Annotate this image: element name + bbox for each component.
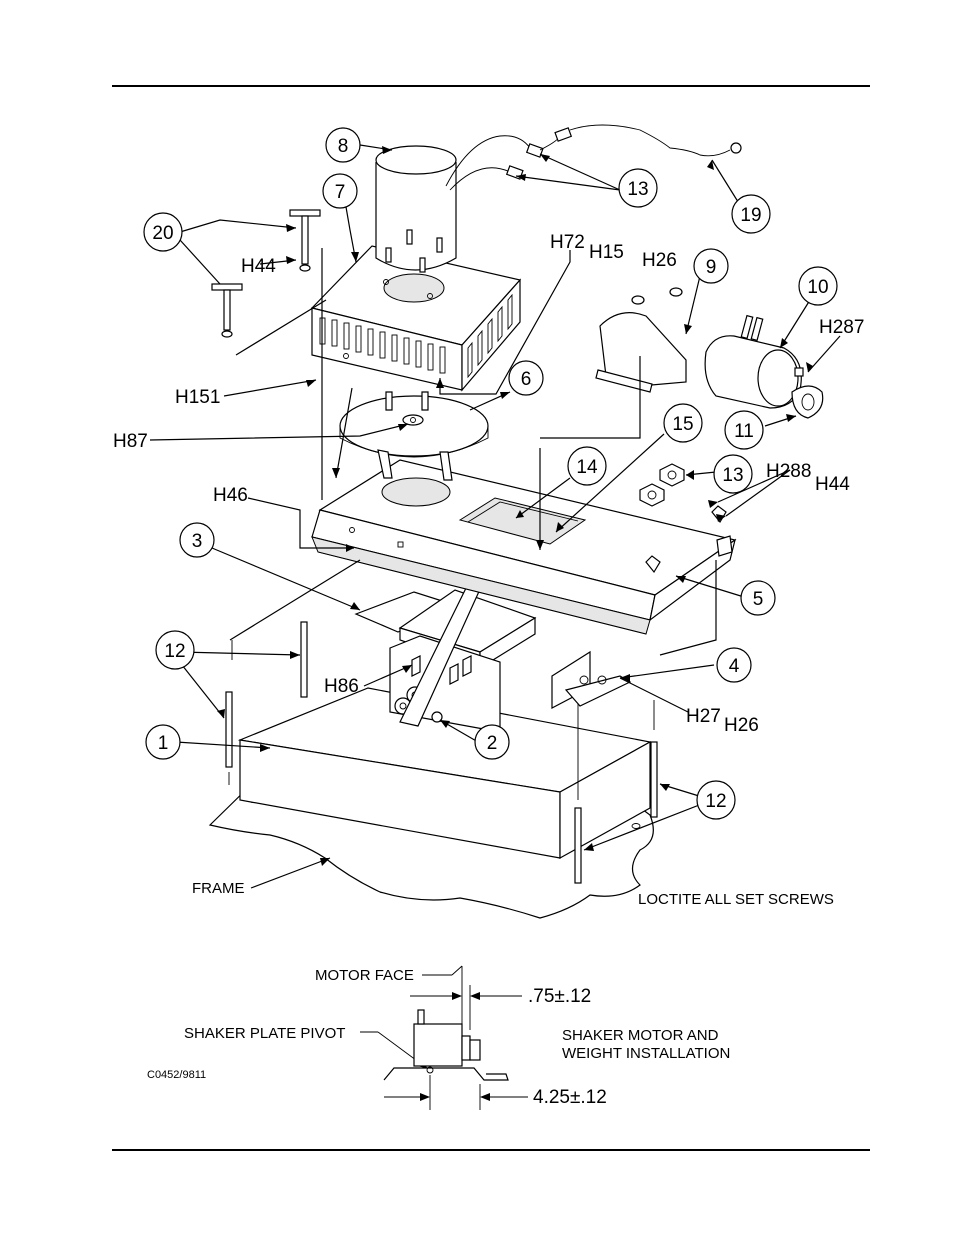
callout-number: 7: [334, 182, 346, 203]
detail-view: [147, 966, 730, 1110]
frame-label: FRAME: [192, 880, 245, 897]
callout-3: [180, 523, 214, 557]
dim-bottom-label: 4.25±.12: [533, 1087, 607, 1108]
callout-number: 14: [576, 457, 598, 478]
callout-4: [717, 648, 751, 682]
label-h44-b: H44: [815, 474, 850, 495]
callout-number: 11: [734, 421, 754, 442]
callout-number: 12: [164, 641, 186, 662]
callout-number: 9: [705, 257, 717, 278]
label-h44: H44: [241, 256, 276, 277]
callout-14: [714, 455, 752, 493]
label-h151: H151: [175, 387, 221, 408]
callout-9: [694, 249, 728, 283]
callout-1: [146, 725, 180, 759]
callout-number: 5: [752, 589, 764, 610]
label-h15: H15: [589, 242, 624, 263]
callout-number: 13: [722, 465, 744, 486]
callout-15: [568, 447, 606, 485]
caption-line-1: SHAKER MOTOR AND: [562, 1027, 719, 1044]
callout-7: [323, 174, 357, 208]
label-h26: H26: [642, 250, 677, 271]
callout-number: 3: [191, 531, 203, 552]
label-h87: H87: [113, 431, 148, 452]
callout-10: [799, 267, 837, 305]
caption-line-2: WEIGHT INSTALLATION: [562, 1045, 731, 1062]
dim-top-label: .75±.12: [528, 986, 592, 1007]
drawing-id: C0452/9811: [147, 1069, 207, 1081]
callout-number: 4: [728, 656, 740, 677]
callout-8: [326, 128, 360, 162]
callout-number: 2: [486, 733, 498, 754]
label-h287: H287: [819, 317, 865, 338]
callout-12: [156, 631, 194, 669]
callout-5: [741, 581, 775, 615]
label-h288: H288: [766, 461, 812, 482]
callout-number: 19: [740, 205, 762, 226]
callout-20: [144, 213, 182, 251]
shaker-motor: [596, 288, 823, 418]
callout-number: 12: [705, 791, 727, 812]
callout-number: 1: [157, 733, 169, 754]
callout-16: [664, 404, 702, 442]
callout-number: 15: [672, 414, 694, 435]
callout-number: 13: [627, 179, 649, 200]
label-h86: H86: [324, 676, 359, 697]
callout-number: 6: [520, 369, 532, 390]
nuts: [640, 464, 684, 506]
callout-number: 10: [807, 277, 829, 298]
label-h46: H46: [213, 485, 248, 506]
motor-cylinder: [376, 146, 456, 272]
callout-19: [732, 195, 770, 233]
shaker-pivot-label: SHAKER PLATE PIVOT: [184, 1025, 346, 1042]
callout-12b: [697, 781, 735, 819]
callout-2: [475, 725, 509, 759]
callout-13: [619, 169, 657, 207]
label-h72: H72: [550, 232, 585, 253]
side-bracket: [552, 652, 630, 708]
callout-number: 20: [152, 223, 174, 244]
callout-11: [725, 411, 763, 449]
callout-number: 8: [337, 136, 349, 157]
label-h27: H27: [686, 706, 721, 727]
loctite-note: LOCTITE ALL SET SCREWS: [638, 891, 834, 908]
callout-6: [509, 361, 543, 395]
motor-face-label: MOTOR FACE: [315, 967, 414, 984]
wiring: [446, 125, 741, 190]
label-h26-b: H26: [724, 715, 759, 736]
